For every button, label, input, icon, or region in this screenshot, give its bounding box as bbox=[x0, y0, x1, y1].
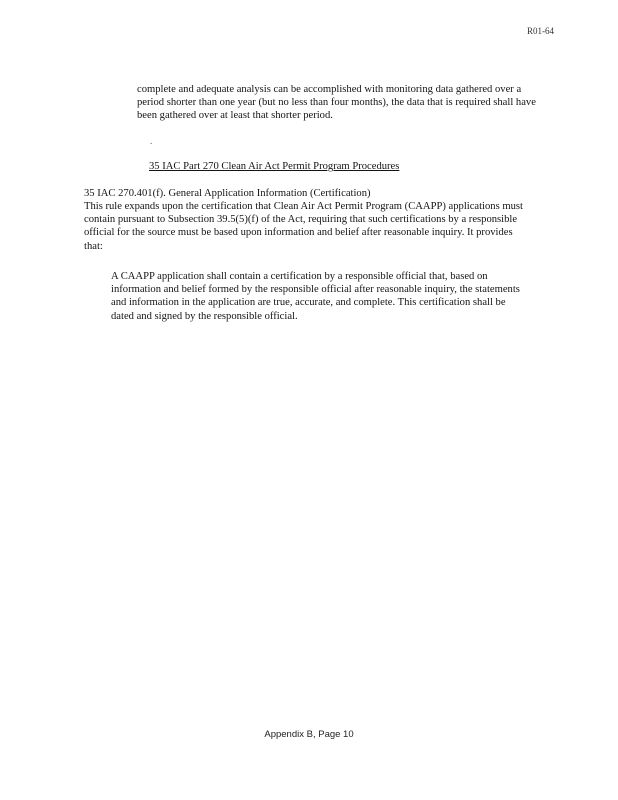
dot-marker: . bbox=[150, 136, 153, 146]
page-id: R01-64 bbox=[527, 26, 554, 36]
continuation-paragraph: complete and adequate analysis can be accomplished with monitoring data gathered over a period shorter than one year (but no less than four months), the data that is required shall have been gathered over at least that shorter period. bbox=[137, 84, 536, 122]
block-quote: A CAAPP application shall contain a certification by a responsible official that, based on information and belief formed by the responsible official after reasonable inquiry, the statements and information in the application are true, accurate, and complete. This certification shall be dated and signed by the responsible official. bbox=[111, 271, 520, 322]
subheading: 35 IAC 270.401(f). General Application Information (Certification) bbox=[84, 188, 371, 199]
section-heading: 35 IAC Part 270 Clean Air Act Permit Program Procedures bbox=[149, 161, 400, 172]
footer-page-label: Appendix B, Page 10 bbox=[264, 729, 354, 740]
main-paragraph: This rule expands upon the certification that Clean Air Act Permit Program (CAAPP) applications must contain pursuant to Subsection 39.5(5)(f) of the Act, requiring that such certifications by a responsible official for the source must be based upon information and belief after reasonable inquiry. It provides that: bbox=[84, 201, 523, 252]
